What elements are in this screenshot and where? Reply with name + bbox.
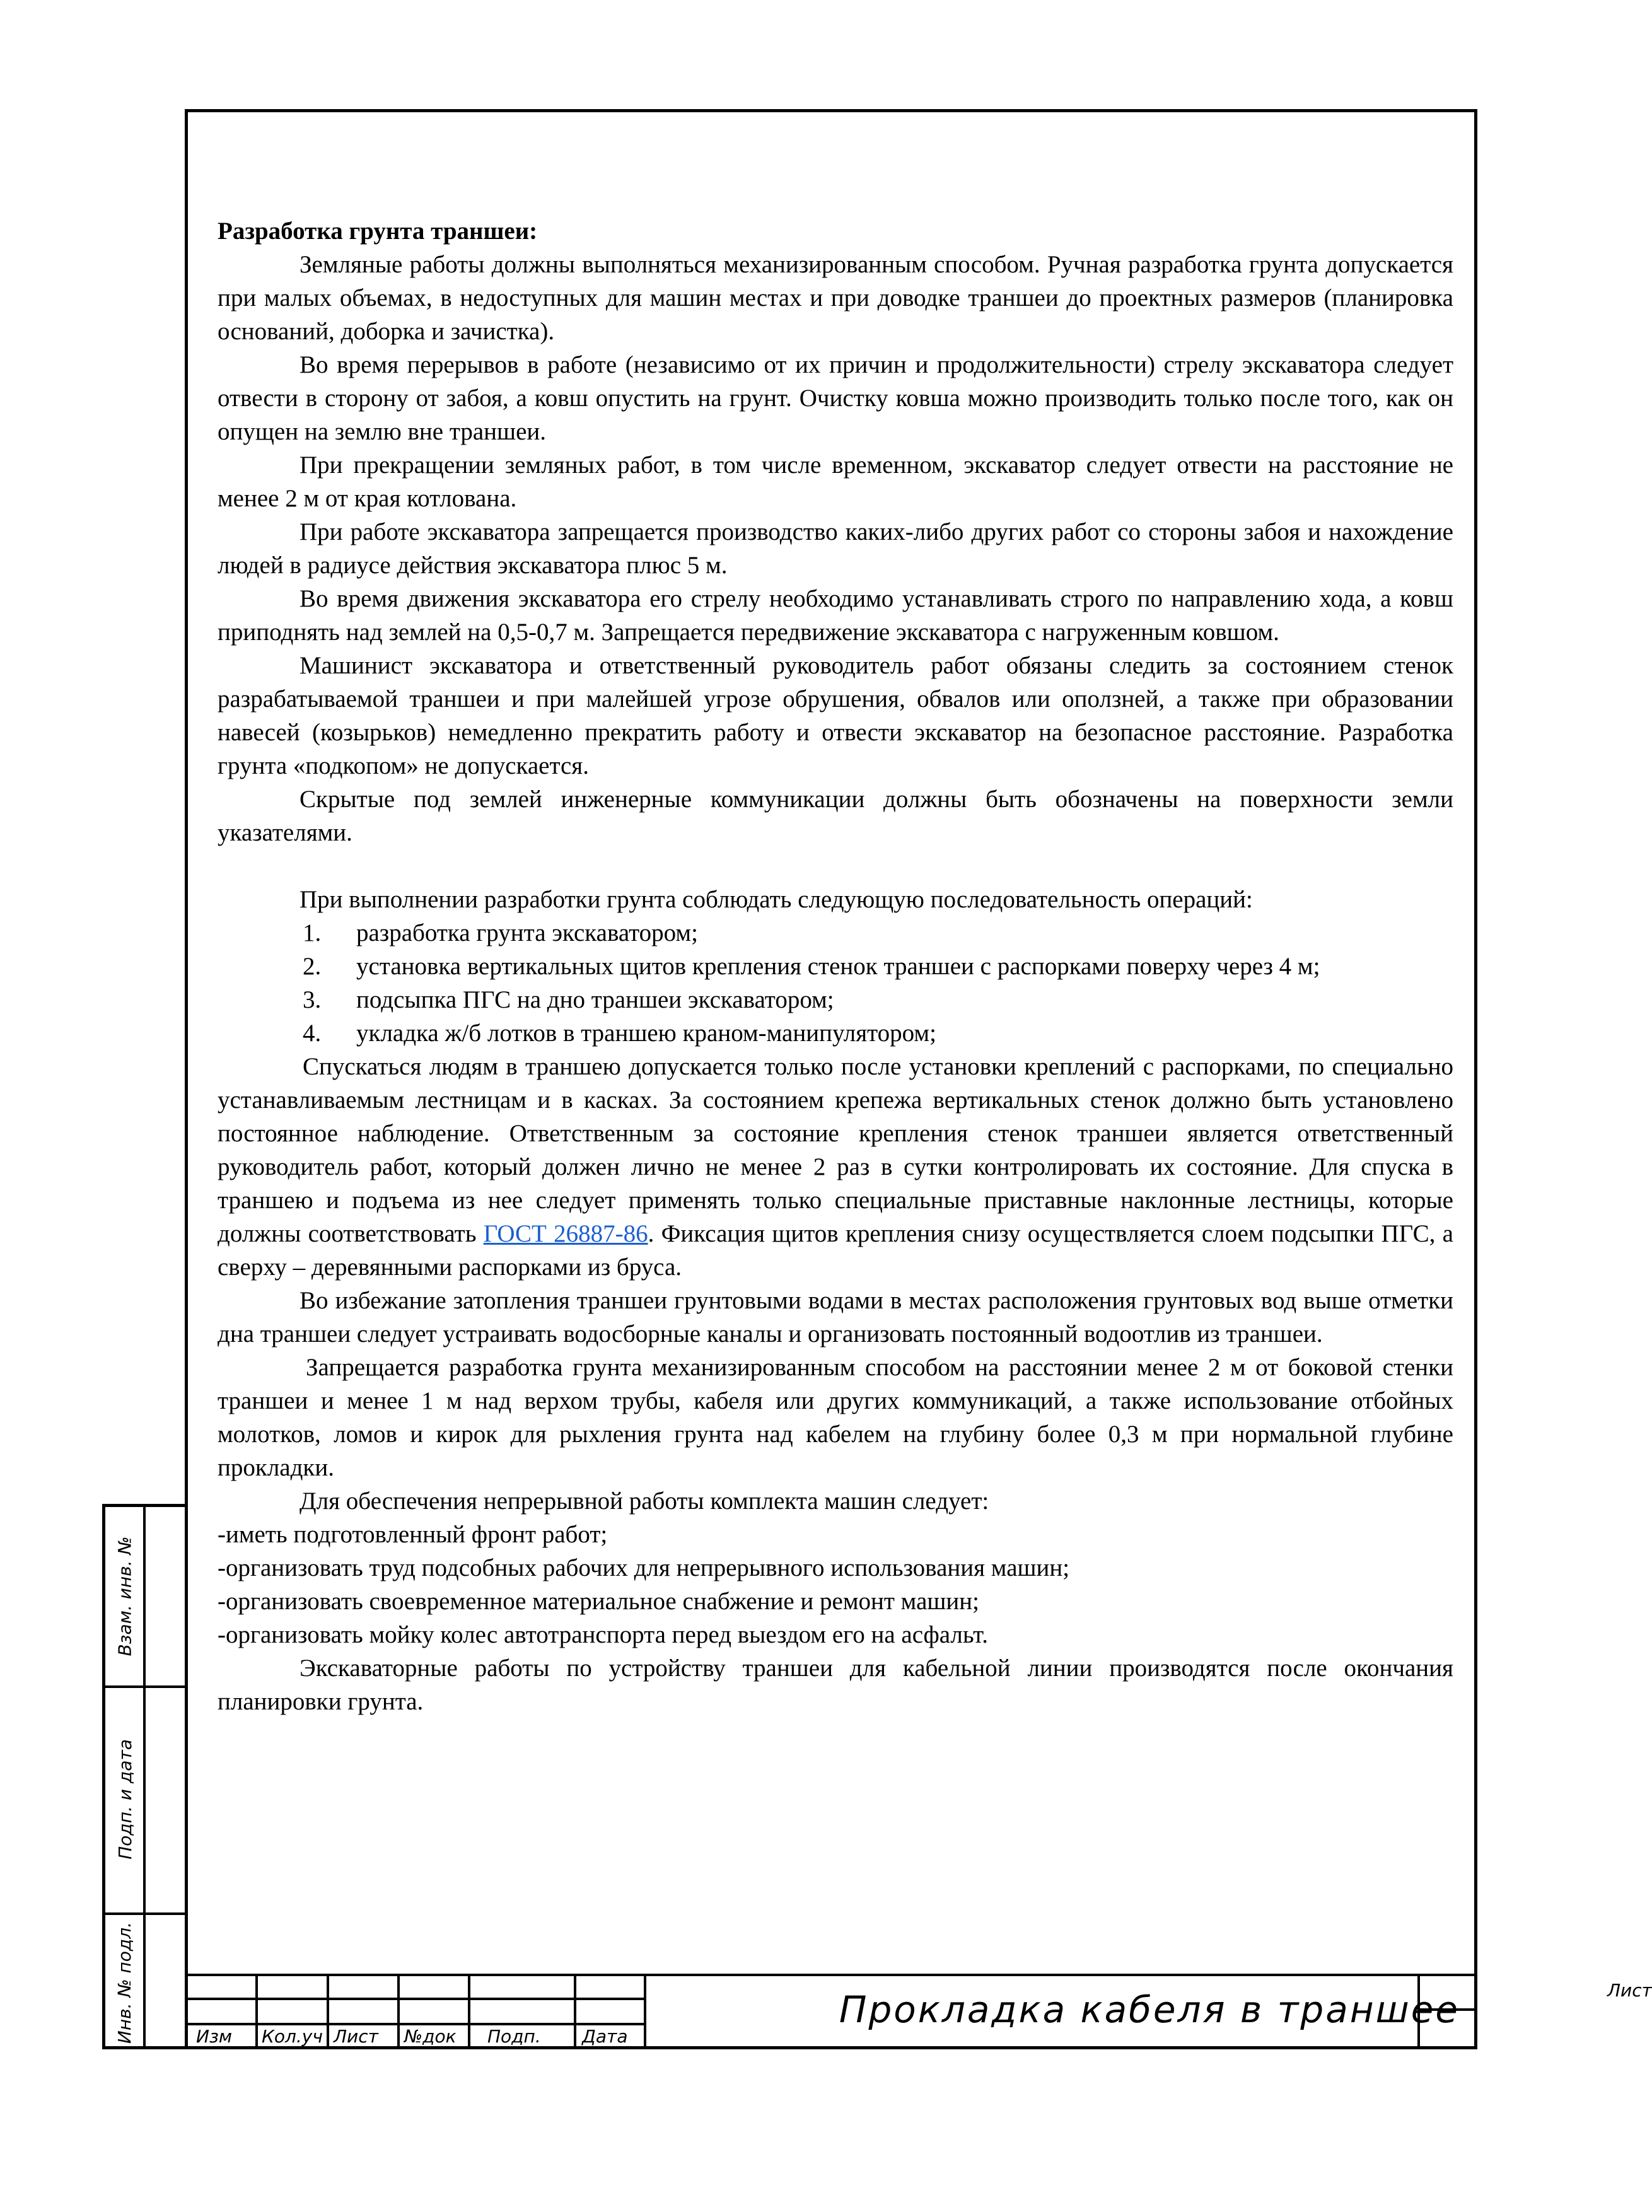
vzam-inv-label: Взам. инв. № [114,1536,136,1656]
izm-label: Изм [196,2026,232,2047]
list-text: подсыпка ПГС на дно траншеи экскаватором; [356,986,834,1013]
list-item [218,950,1453,983]
paragraph: Во время движения экскаватора его стрелу необходимо устанавливать строго по направлению хода, а ковш приподнять над землей на 0,5-0,7 м. Запрещается передвижение экскаватора с нагруженным ковшом. [218,585,1453,646]
kolych-label: Кол.уч [262,2026,323,2047]
podp-data-label-cell [110,1685,139,1912]
descent-paragraph [218,1050,1453,1284]
list-item [218,1016,1453,1050]
paragraph: Во избежание затопления траншеи грунтовыми водами в местах расположения грунтовых вод выше отметки дна траншеи следует устраивать водосборные каналы и организовать постоянный водоотлив из траншеи. [218,1287,1453,1348]
list-text: установка вертикальных щитов крепления стенок траншеи с распорками поверху через 4 м; [356,953,1320,980]
spacer [218,849,1453,883]
paragraph: При работе экскаватора запрещается производство каких-либо других работ со стороны забоя и нахождение людей в радиусе действия экскаватора плюс 5 м. [218,518,1453,579]
bullet-item: -иметь подготовленный фронт работ; [218,1521,608,1548]
bullet-item: -организовать труд подсобных рабочих для непрерывного использования машин; [218,1554,1070,1581]
list-text: разработка грунта экскаватором; [356,919,698,946]
paragraph: Во время перерывов в работе (независимо от их причин и продолжительности) стрелу экскаватора следует отвести в сторону от забоя, а ковш опустить на грунт. Очистку ковша можно производить только после того, как он опущен на землю вне траншеи. [218,351,1453,445]
podp-data-label: Подп. и дата [114,1738,136,1860]
paragraph: При прекращении земляных работ, в том числе временном, экскаватор следует отвести на расстояние не менее 2 м от края котлована. [218,451,1453,512]
gost-link[interactable]: ГОСТ 26887-86 [483,1220,648,1247]
paragraph: Запрещается разработка грунта механизированным способом на расстоянии менее 2 м от боковой стенки траншеи и менее 1 м над верхом трубы, кабеля или других коммуникаций, а также использование отбойных молотков, ломов и кирок для рыхления грунта над кабелем на глубину более 0,3 м при нормальной глубине прокладки. [218,1354,1453,1481]
list-number: 4. [303,1020,322,1047]
list-label: Лист [334,2026,378,2047]
paragraph: Для обеспечения непрерывной работы комплекта машин следует: [300,1487,989,1515]
operations-list [218,916,1453,1050]
paragraph: Экскаваторные работы по устройству траншеи для кабельной линии производятся после окончания планировки грунта. [218,1655,1453,1715]
list-number: 3. [303,986,322,1013]
inv-podl-label-cell [110,1912,139,2052]
bullet-item: -организовать своевременное материальное снабжение и ремонт машин; [218,1588,979,1615]
descent-text-1: Спускаться людям в траншею допускается только после установки креплений с распорками, по специально устанавливаемым лестницам и в касках. За состоянием крепежа вертикальных стенок должно быть установлено постоянное наблюдение. Ответственным за состояние крепления стенок траншеи является ответственный руководитель работ, который должен лично не менее 2 раз в сутки контролировать их состояние. Для спуска в траншею и подъема из нее следует применять только специальные приставные наклонные лестницы, которые должны соответствовать [218,1053,1453,1247]
vzam-inv-label-cell [110,1507,139,1685]
paragraph: Скрытые под землей инженерные коммуникации должны быть обозначены на поверхности земли указателями. [218,786,1453,846]
inv-podl-label: Инв. № подл. [114,1921,136,2044]
section-heading: Разработка грунта траншеи: [218,218,538,245]
paragraph: Земляные работы должны выполняться механизированным способом. Ручная разработка грунта допускается при малых объемах, в недоступных для машин местах и при доводке траншеи до проектных размеров (планировка оснований, доборка и зачистка). [218,251,1453,345]
sequence-intro: При выполнении разработки грунта соблюдать следующую последовательность операций: [300,886,1253,913]
ndok-label: №док [404,2026,457,2047]
list-item [218,983,1453,1016]
document-title: Прокладка кабеля в траншее [839,1988,1460,2031]
title-block [185,1974,1652,2049]
paragraph: Машинист экскаватора и ответственный руководитель работ обязаны следить за состоянием стенок разрабатываемой траншеи и при малейшей угрозе обрушения, обвалов или оползней, а также при образовании навесей (козырьков) немедленно прекратить работу и отвести экскаватор на безопасное расстояние. Разработка грунта «подкопом» не допускается. [218,652,1453,779]
list-number: 1. [303,919,322,946]
data-label: Дата [582,2026,628,2047]
list-text: укладка ж/б лотков в траншею краном-манипулятором; [356,1020,936,1047]
podp-label: Подп. [487,2026,541,2047]
side-stamp [102,1504,188,2049]
document-body [218,214,1453,1718]
descent-text-2: . Фиксация щитов крепления снизу осуществляется слоем подсыпки ПГС, а сверху – деревянными распорками из бруса. [218,1220,1453,1281]
sheet-label: Лист [1607,1980,1652,2001]
bullet-item: -организовать мойку колес автотранспорта перед выездом его на асфальт. [218,1621,989,1648]
list-item [218,916,1453,950]
list-number: 2. [303,953,322,980]
